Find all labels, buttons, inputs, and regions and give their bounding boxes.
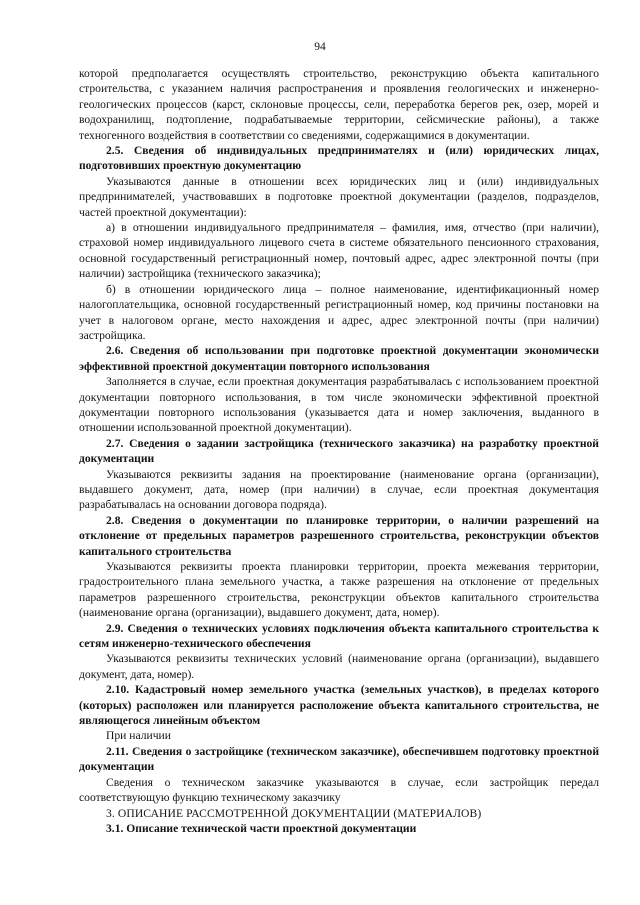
- paragraph-2-8-body: Указываются реквизиты проекта планировки территории, проекта межевания территории, градостроительного плана земельного участка, а также разрешения на отклонение от предельных параметров разрешенного строительства, реконструкции объектов капитального строительства (наименование органа (организации), выдавшего документ, дата, номер).: [79, 560, 599, 620]
- paragraph-2-10-body: При наличии: [106, 729, 171, 743]
- section-heading-3-1: 3.1. Описание технической части проектной документации: [106, 821, 417, 835]
- chapter-heading-3: 3. ОПИСАНИЕ РАССМОТРЕННОЙ ДОКУМЕНТАЦИИ (МАТЕРИАЛОВ): [106, 806, 482, 820]
- section-heading-2-5: 2.5. Сведения об индивидуальных предпринимателях и (или) юридических лицах, подготовивших проектную документацию: [79, 144, 599, 173]
- paragraph-2-9-body: Указываются реквизиты технических условий (наименование органа (организации), выдавшего документ, дата, номер).: [79, 652, 599, 681]
- section-heading-2-10: 2.10. Кадастровый номер земельного участка (земельных участков), в пределах которого (которых) расположен или планируется расположение объекта капитального строительства, не являющегося линейным объектом: [79, 683, 599, 728]
- paragraph-2-5-body: Указываются данные в отношении всех юридических лиц и (или) индивидуальных предпринимателей, участвовавших в подготовке проектной документации (разделов, подразделов, частей проектной документации):: [79, 174, 599, 219]
- paragraph-2-7-body: Указываются реквизиты задания на проектирование (наименование органа (организации), выдавшего документ, дата, номер (при наличии) в случае, если проектная документация разрабатывалась на основании договора подряда).: [79, 467, 599, 512]
- section-heading-2-11: 2.11. Сведения о застройщике (техническом заказчике), обеспечившем подготовку проектной документации: [79, 744, 599, 774]
- section-heading-2-9: 2.9. Сведения о технических условиях подключения объекта капитального строительства к сетям инженерно-технического обеспечения: [79, 621, 599, 651]
- page-number: 94: [314, 41, 326, 53]
- section-heading-2-8: 2.8. Сведения о документации по планировке территории, о наличии разрешений на отклонение от предельных параметров разрешенного строительства, реконструкции объектов капитального строительства: [79, 513, 599, 558]
- paragraph-intro-continuation: которой предполагается осуществлять строительство, реконструкцию объекта капитального строительства, с указанием наличия распространения и проявления геологических и инженерно-геологических процессов (карст, склоновые процессы, сели, переработка берегов рек, озер, морей и водохранилищ, подтопление, подрабатываемые территории, сейсмические районы), а также техногенного воздействия в соответствии со сведениями, содержащимися в документации.: [79, 67, 599, 142]
- section-heading-2-7: 2.7. Сведения о задании застройщика (технического заказчика) на разработку проектной документации: [79, 436, 599, 466]
- paragraph-2-5-item-a: а) в отношении индивидуального предпринимателя – фамилия, имя, отчество (при наличии), страховой номер индивидуального лицевого счета в системе обязательного пенсионного страхования, основной государственный регистрационный номер, почтовый адрес, адрес электронной почты (при наличии) застройщика (технического заказчика);: [79, 221, 599, 281]
- document-body: [79, 66, 599, 836]
- paragraph-2-5-item-b: б) в отношении юридического лица – полное наименование, идентификационный номер налогоплательщика, основной государственный регистрационный номер, код причины постановки на учет в налоговом органе, место нахождения и адрес, адрес электронной почты (при наличии) застройщика.: [79, 282, 599, 342]
- section-heading-2-6: 2.6. Сведения об использовании при подготовке проектной документации экономически эффективной проектной документации повторного использования: [79, 344, 599, 373]
- paragraph-2-6-body: Заполняется в случае, если проектная документация разрабатывалась с использованием проектной документации повторного использования, в том числе экономически эффективной проектной документации повторного использования (указывается дата и номер заключения, выданного в отношении использованной проектной документации).: [79, 375, 599, 435]
- paragraph-2-11-body: Сведения о техническом заказчике указываются в случае, если застройщик передал соответствующую функцию техническому заказчику: [79, 775, 599, 805]
